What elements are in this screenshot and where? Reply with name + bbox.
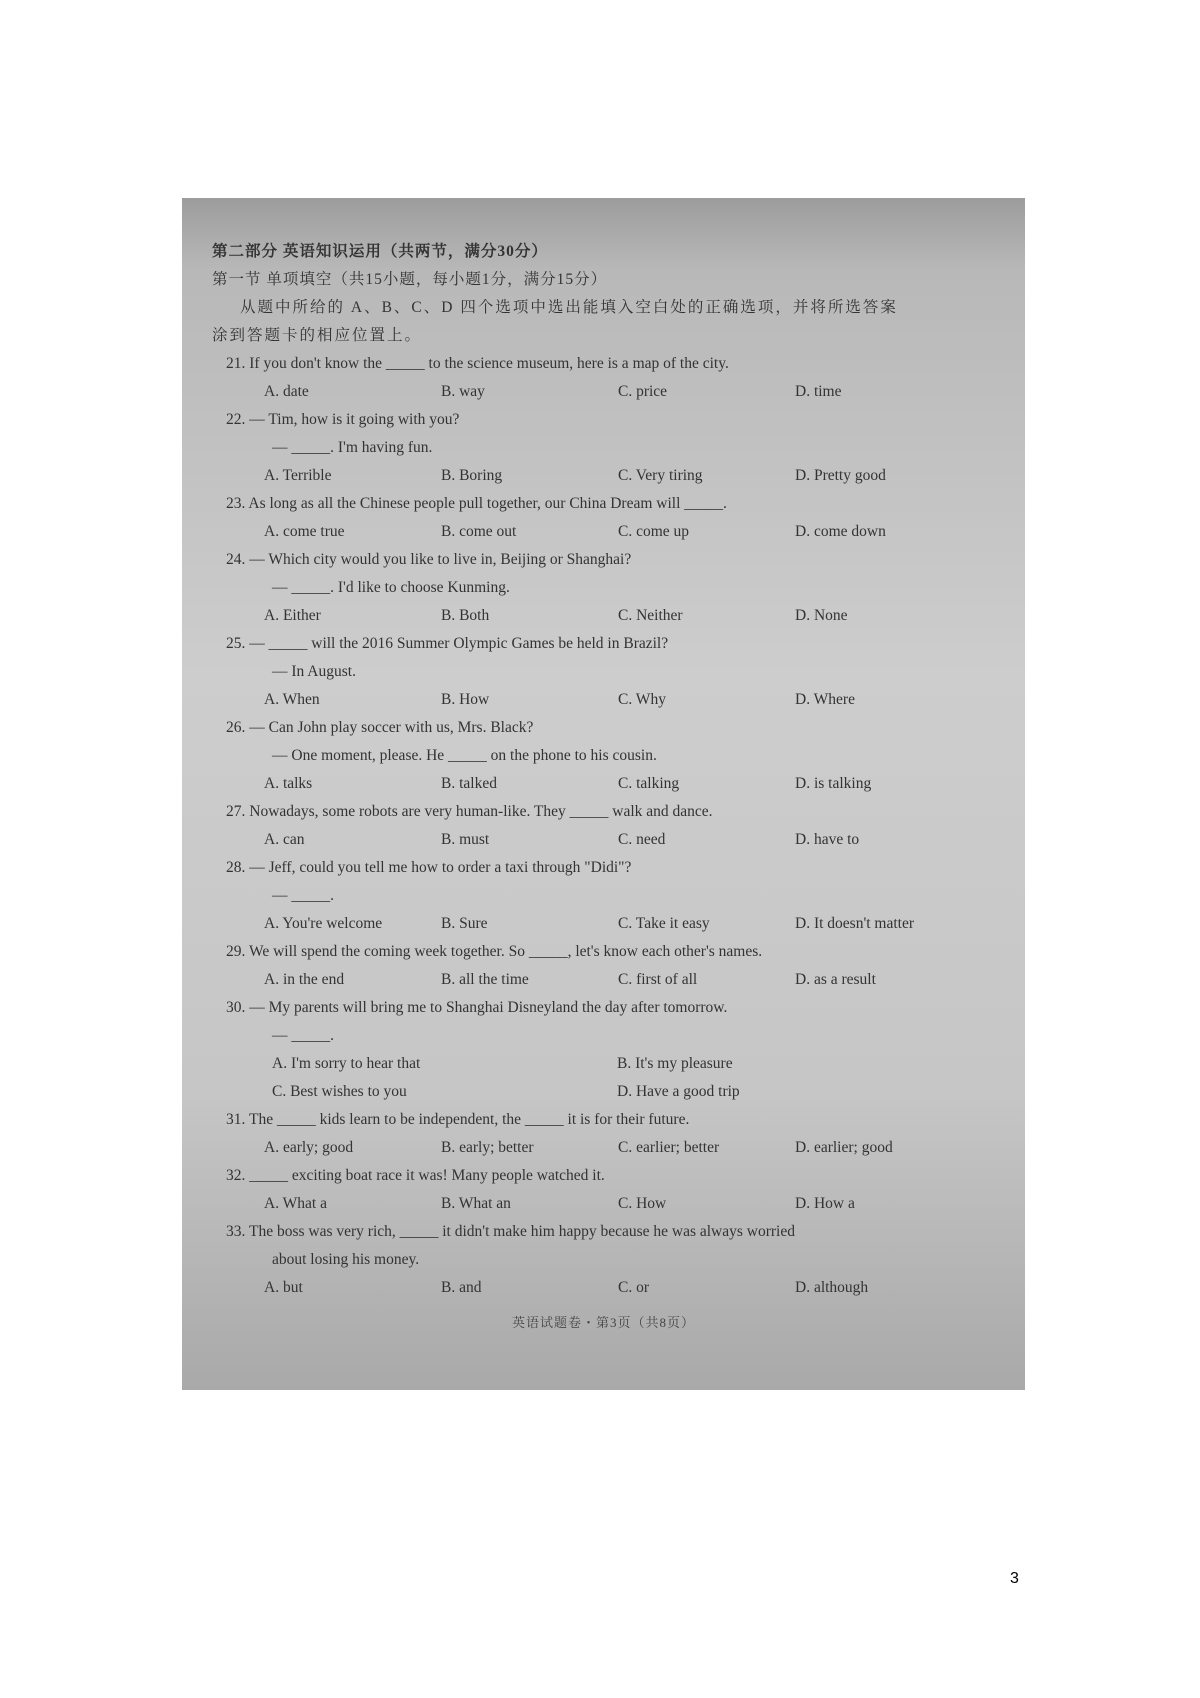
answer-option: C. price bbox=[618, 383, 668, 400]
answer-option: B. It's my pleasure bbox=[617, 1055, 733, 1072]
exam-sheet bbox=[212, 238, 972, 1302]
answer-option: C. Very tiring bbox=[618, 467, 703, 484]
answer-option: C. earlier; better bbox=[618, 1139, 720, 1156]
answer-options bbox=[212, 378, 972, 406]
answer-option: D. earlier; good bbox=[795, 1139, 893, 1156]
question-response-line: about losing his money. bbox=[272, 1251, 420, 1268]
answer-option: A. come true bbox=[264, 523, 345, 540]
answer-option: A. When bbox=[264, 691, 320, 708]
question-item bbox=[212, 490, 972, 546]
question-response-line: — _____. bbox=[272, 1027, 334, 1044]
section-header: 第二部分 英语知识运用（共两节，满分30分） bbox=[212, 243, 548, 260]
answer-option: B. Sure bbox=[441, 915, 488, 932]
answer-option: C. Neither bbox=[618, 607, 683, 624]
question-response-line: — In August. bbox=[272, 663, 356, 680]
answer-options bbox=[212, 770, 972, 798]
question-item bbox=[212, 546, 972, 630]
question-response-line: — _____. I'm having fun. bbox=[272, 439, 433, 456]
question-stem: 27. Nowadays, some robots are very human-like. They _____ walk and dance. bbox=[226, 803, 713, 820]
answer-option: D. It doesn't matter bbox=[795, 915, 915, 932]
answer-option: A. but bbox=[264, 1279, 303, 1296]
answer-option: A. I'm sorry to hear that bbox=[272, 1055, 421, 1072]
question-stem: 25. — _____ will the 2016 Summer Olympic Games be held in Brazil? bbox=[226, 635, 669, 652]
question-stem: 28. — Jeff, could you tell me how to order a taxi through "Didi"? bbox=[226, 859, 632, 876]
question-item bbox=[212, 798, 972, 854]
answer-option: B. Boring bbox=[441, 467, 503, 484]
answer-options bbox=[212, 966, 972, 994]
question-list bbox=[212, 350, 972, 1302]
question-item bbox=[212, 1218, 972, 1302]
question-stem: 21. If you don't know the _____ to the science museum, here is a map of the city. bbox=[226, 355, 729, 372]
question-stem: 31. The _____ kids learn to be independent, the _____ it is for their future. bbox=[226, 1111, 690, 1128]
answer-option: A. early; good bbox=[264, 1139, 354, 1156]
question-stem: 23. As long as all the Chinese people pull together, our China Dream will _____. bbox=[226, 495, 727, 512]
answer-option: B. must bbox=[441, 831, 490, 848]
question-stem: 30. — My parents will bring me to Shanghai Disneyland the day after tomorrow. bbox=[226, 999, 728, 1016]
answer-option: D. Have a good trip bbox=[617, 1083, 740, 1100]
answer-option: B. come out bbox=[441, 523, 517, 540]
answer-option: D. time bbox=[795, 383, 842, 400]
answer-option: B. and bbox=[441, 1279, 482, 1296]
answer-options bbox=[212, 1050, 972, 1106]
answer-option: D. have to bbox=[795, 831, 860, 848]
answer-option: C. first of all bbox=[618, 971, 698, 988]
question-stem: 22. — Tim, how is it going with you? bbox=[226, 411, 460, 428]
answer-option: D. None bbox=[795, 607, 848, 624]
answer-options bbox=[212, 602, 972, 630]
page-footer: 英语试题卷・第3页（共8页） bbox=[511, 1315, 695, 1330]
answer-option: B. early; better bbox=[441, 1139, 534, 1156]
question-item bbox=[212, 350, 972, 406]
answer-option: A. You're welcome bbox=[264, 915, 383, 932]
answer-option: B. all the time bbox=[441, 971, 529, 988]
page-number: 3 bbox=[1010, 1570, 1019, 1587]
instruction-line-1: 从题中所给的 A、B、C、D 四个选项中选出能填入空白处的正确选项，并将所选答案 bbox=[240, 299, 898, 316]
answer-option: D. as a result bbox=[795, 971, 876, 988]
answer-option: C. talking bbox=[618, 775, 680, 792]
answer-option: D. How a bbox=[795, 1195, 855, 1212]
answer-options bbox=[212, 686, 972, 714]
question-item bbox=[212, 994, 972, 1106]
question-stem: 24. — Which city would you like to live in, Beijing or Shanghai? bbox=[226, 551, 632, 568]
question-item bbox=[212, 938, 972, 994]
answer-option: B. way bbox=[441, 383, 485, 400]
answer-option: A. date bbox=[264, 383, 309, 400]
question-stem: 32. _____ exciting boat race it was! Many people watched it. bbox=[226, 1167, 605, 1184]
answer-option: C. Why bbox=[618, 691, 666, 708]
answer-option: C. Take it easy bbox=[618, 915, 710, 932]
answer-option: B. talked bbox=[441, 775, 497, 792]
question-item bbox=[212, 406, 972, 490]
question-item bbox=[212, 630, 972, 714]
answer-options bbox=[212, 1274, 972, 1302]
answer-option: D. come down bbox=[795, 523, 886, 540]
answer-option: C. How bbox=[618, 1195, 667, 1212]
instruction-line-2: 涂到答题卡的相应位置上。 bbox=[212, 327, 423, 344]
answer-option: C. Best wishes to you bbox=[272, 1083, 407, 1100]
question-stem: 29. We will spend the coming week together. So _____, let's know each other's names. bbox=[226, 943, 763, 960]
answer-option: A. Terrible bbox=[264, 467, 332, 484]
answer-option: C. come up bbox=[618, 523, 690, 540]
answer-option: A. What a bbox=[264, 1195, 327, 1212]
question-item bbox=[212, 854, 972, 938]
answer-option: B. Both bbox=[441, 607, 490, 624]
answer-option: A. in the end bbox=[264, 971, 345, 988]
answer-option: D. Where bbox=[795, 691, 855, 708]
answer-options bbox=[212, 1190, 972, 1218]
answer-option: A. can bbox=[264, 831, 305, 848]
answer-options bbox=[212, 1134, 972, 1162]
answer-options bbox=[212, 518, 972, 546]
question-item bbox=[212, 1162, 972, 1218]
answer-option: A. Either bbox=[264, 607, 321, 624]
answer-options bbox=[212, 826, 972, 854]
answer-option: C. need bbox=[618, 831, 666, 848]
question-response-line: — _____. I'd like to choose Kunming. bbox=[272, 579, 510, 596]
answer-option: D. although bbox=[795, 1279, 869, 1296]
answer-option: A. talks bbox=[264, 775, 313, 792]
question-item bbox=[212, 1106, 972, 1162]
answer-option: C. or bbox=[618, 1279, 649, 1296]
answer-option: B. What an bbox=[441, 1195, 511, 1212]
answer-option: D. is talking bbox=[795, 775, 872, 792]
subsection-header: 第一节 单项填空（共15小题，每小题1分，满分15分） bbox=[212, 271, 608, 288]
answer-options bbox=[212, 462, 972, 490]
question-stem: 33. The boss was very rich, _____ it didn't make him happy because he was always worried bbox=[226, 1223, 795, 1240]
answer-option: D. Pretty good bbox=[795, 467, 886, 484]
question-response-line: — One moment, please. He _____ on the phone to his cousin. bbox=[272, 747, 657, 764]
exam-page-photo bbox=[182, 198, 1025, 1390]
answer-options bbox=[212, 910, 972, 938]
question-stem: 26. — Can John play soccer with us, Mrs. Black? bbox=[226, 719, 534, 736]
question-response-line: — _____. bbox=[272, 887, 334, 904]
question-item bbox=[212, 714, 972, 798]
answer-option: B. How bbox=[441, 691, 490, 708]
